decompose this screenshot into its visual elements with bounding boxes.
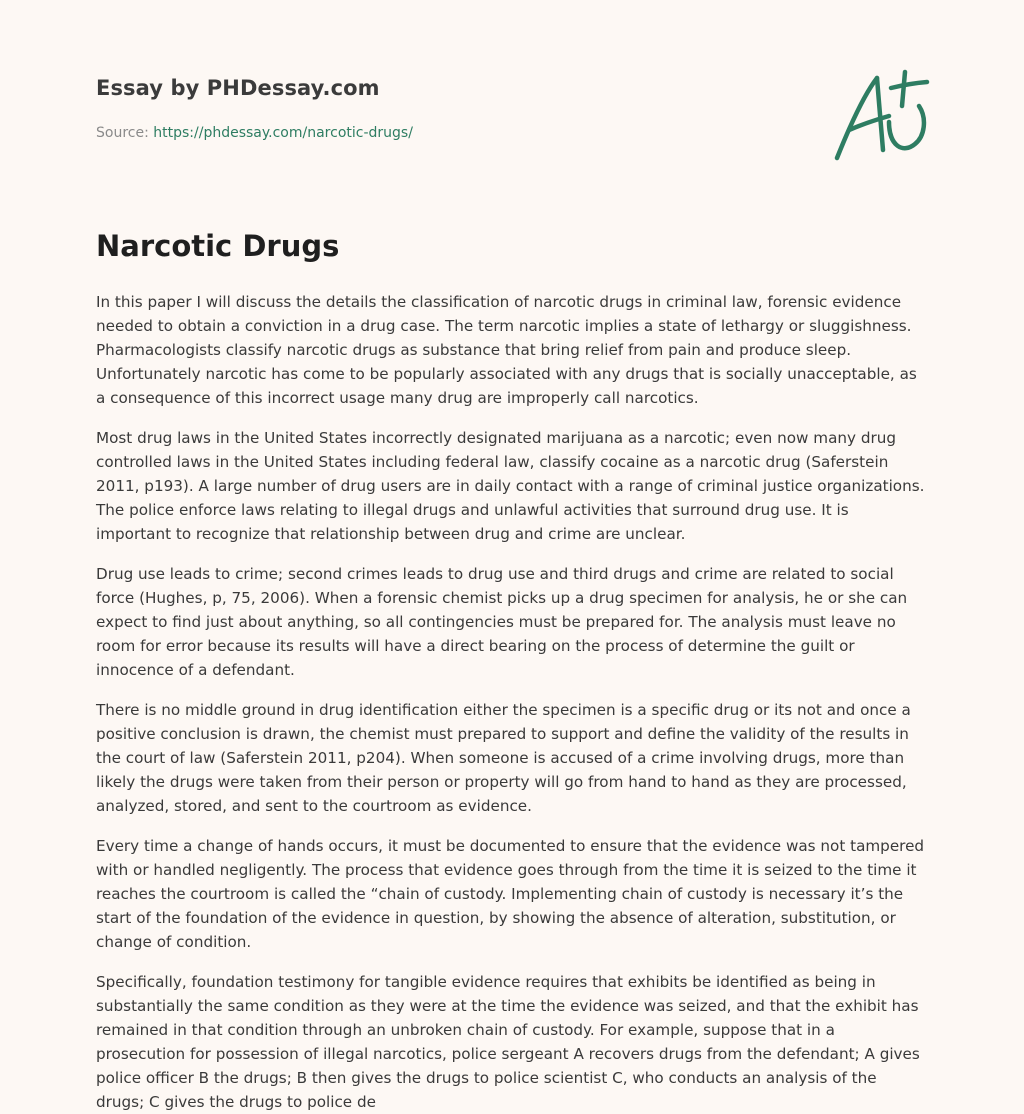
essay-paragraph: In this paper I will discuss the details the classification of narcotic drugs in criminal law, forensic evidence needed to obtain a conviction in a drug case. The term narcotic implies a state of lethargy or sluggishness. Pharmacologists classify narcotic drugs as substance that bring relief from pain and produce sleep. Unfortunately narcotic has come to be popularly associated with any drugs that is socially unacceptable, as a consequence of this incorrect usage many drug are improperly call narcotics. bbox=[96, 293, 917, 407]
essay-body bbox=[96, 290, 928, 1114]
essay-paragraph: There is no middle ground in drug identification either the specimen is a specific drug or its not and once a positive conclusion is drawn, the chemist must prepared to support and define the validity of the results in the court of law (Saferstein 2011, p204). When someone is accused of a crime involving drugs, more than likely the drugs were taken from their person or property will go from hand to hand as they are processed, analyzed, stored, and sent to the courtroom as evidence. bbox=[96, 701, 911, 815]
essay-paragraph: Specifically, foundation testimony for tangible evidence requires that exhibits be identified as being in substantially the same condition as they were at the time the evidence was seized, and that the exhibit has remained in that condition through an unbroken chain of custody. For example, suppose that in a prosecution for possession of illegal narcotics, police sergeant A recovers drugs from the defendant; A gives police officer B the drugs; B then gives the drugs to police scientist C, who conducts an analysis of the drugs; C gives the drugs to police de bbox=[96, 973, 920, 1111]
essay-paragraph: Every time a change of hands occurs, it must be documented to ensure that the evidence was not tampered with or handled negligently. The process that evidence goes through from the time it is seized to the time it reaches the courtroom is called the “chain of custody. Implementing chain of custody is necessary it’s the start of the foundation of the evidence in question, by showing the absence of alteration, substitution, or change of condition. bbox=[96, 837, 925, 951]
brand-title: Essay by PHDessay.com bbox=[96, 76, 380, 100]
page-header bbox=[96, 0, 928, 200]
source-label: Source: bbox=[96, 125, 149, 141]
a-plus-logo-icon bbox=[831, 66, 931, 166]
essay-paragraph: Drug use leads to crime; second crimes leads to drug use and third drugs and crime are related to social force (Hughes, p, 75, 2006). When a forensic chemist picks up a drug specimen for analysis, he or she can expect to find just about anything, so all contingencies must be prepared for. The analysis must leave no room for error because its results will have a direct bearing on the process of determine the guilt or innocence of a defendant. bbox=[96, 565, 908, 679]
essay-paragraph: Most drug laws in the United States incorrectly designated marijuana as a narcotic; even now many drug controlled laws in the United States including federal law, classify cocaine as a narcotic drug (Saferstein 2011, p193). A large number of drug users are in daily contact with a range of criminal justice organizations. The police enforce laws relating to illegal drugs and unlawful activities that surround drug use. It is important to recognize that relationship between drug and crime are unclear. bbox=[96, 429, 925, 543]
source-link[interactable]: https://phdessay.com/narcotic-drugs/ bbox=[153, 125, 413, 141]
source-line bbox=[96, 125, 413, 141]
essay-title: Narcotic Drugs bbox=[96, 229, 340, 263]
